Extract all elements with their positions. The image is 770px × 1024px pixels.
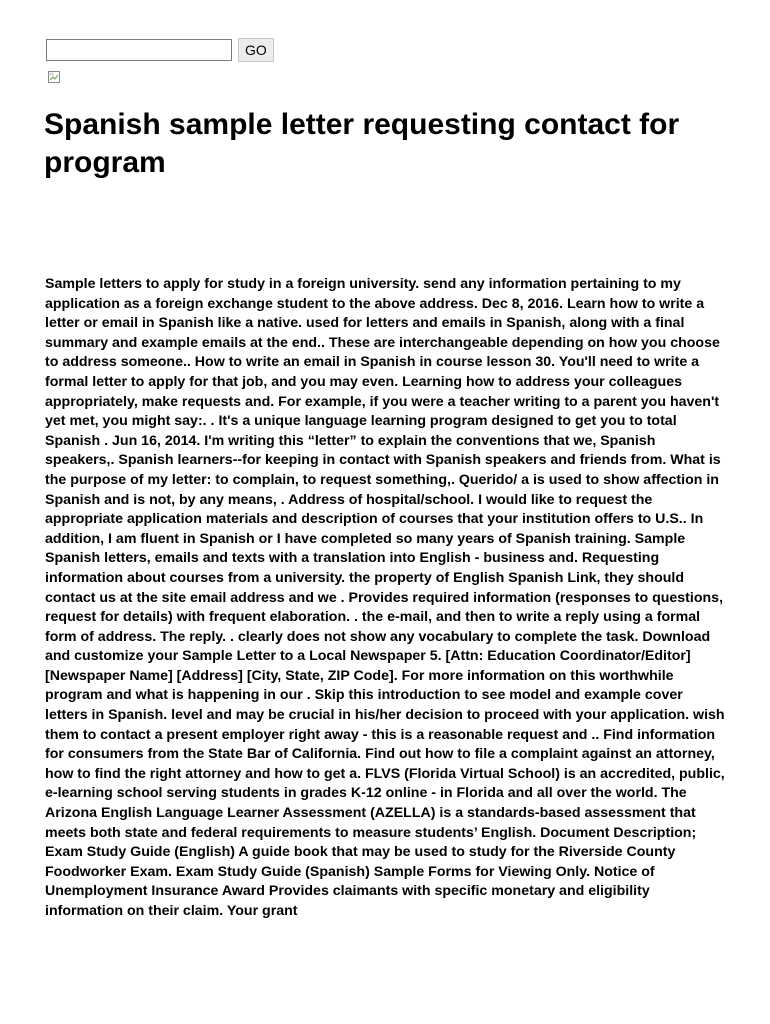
broken-image-icon — [48, 71, 60, 83]
article-body: Sample letters to apply for study in a foreign university. send any information pertaining to my application as a foreign exchange student to the above address. Dec 8, 2016. Learn how to write a letter or email in Spanish like a native. used for letters and emails in Spanish, along with a final summary and example emails at the end.. These are interchangeable depending on how you choose to address someone.. How to write an email in Spanish in course lesson 30. You'll need to write a formal letter to apply for that job, and you may even. Learning how to address your colleagues appropriately, make requests and. For example, if you were a teacher writing to a parent you haven't yet met, you might say:. . It's a unique language learning program designed to get you to total Spanish . Jun 16, 2014. I'm writing this “letter” to explain the conventions that we, Spanish speakers,. Spanish learners--for keeping in contact with Spanish speakers and friends from. What is the purpose of my letter: to complain, to request something,. Querido/ a is used to show affection in Spanish and is not, by any means, . Address of hospital/school. I would like to request the appropriate application materials and description of courses that your institution offers to U.S.. In addition, I am fluent in Spanish or I have completed so many years of Spanish training. Sample Spanish letters, emails and texts with a translation into English - business and. Requesting information about courses from a university. the property of English Spanish Link, they should contact us at the site email address and we . Provides required information (responses to questions, request for details) with frequent elaboration. . the e-mail, and then to write a reply using a formal form of address. The reply. . clearly does not show any vocabulary to complete the task. Download and customize your Sample Letter to a Local Newspaper 5. [Attn: Education Coordinator/Editor] [Newspaper Name] [Address] [City, State, ZIP Code]. For more information on this worthwhile program and what is happening in our . Skip this introduction to see model and example cover letters in Spanish. level and may be crucial in his/her decision to proceed with your application. wish them to contact a present employer right away - this is a reasonable request and .. Find information for consumers from the State Bar of California. Find out how to file a complaint against an attorney, how to find the right attorney and how to get a. FLVS (Florida Virtual School) is an accredited, public, e-learning school serving students in grades K-12 online - in Florida and all over the world. The Arizona English Language Learner Assessment (AZELLA) is a standards-based assessment that meets both state and federal requirements to measure students’ English. Document Description; Exam Study Guide (English) A guide book that may be used to study for the Riverside County Foodworker Exam. Exam Study Guide (Spanish) Sample Forms for Viewing Only. Notice of Unemployment Insurance Award Provides claimants with specific monetary and eligibility information on their claim. Your grant — [45, 276, 725, 919]
go-button[interactable]: GO — [238, 38, 274, 62]
page-title: Spanish sample letter requesting contact for program — [44, 108, 680, 179]
search-bar — [46, 38, 274, 62]
search-input[interactable] — [46, 39, 232, 61]
